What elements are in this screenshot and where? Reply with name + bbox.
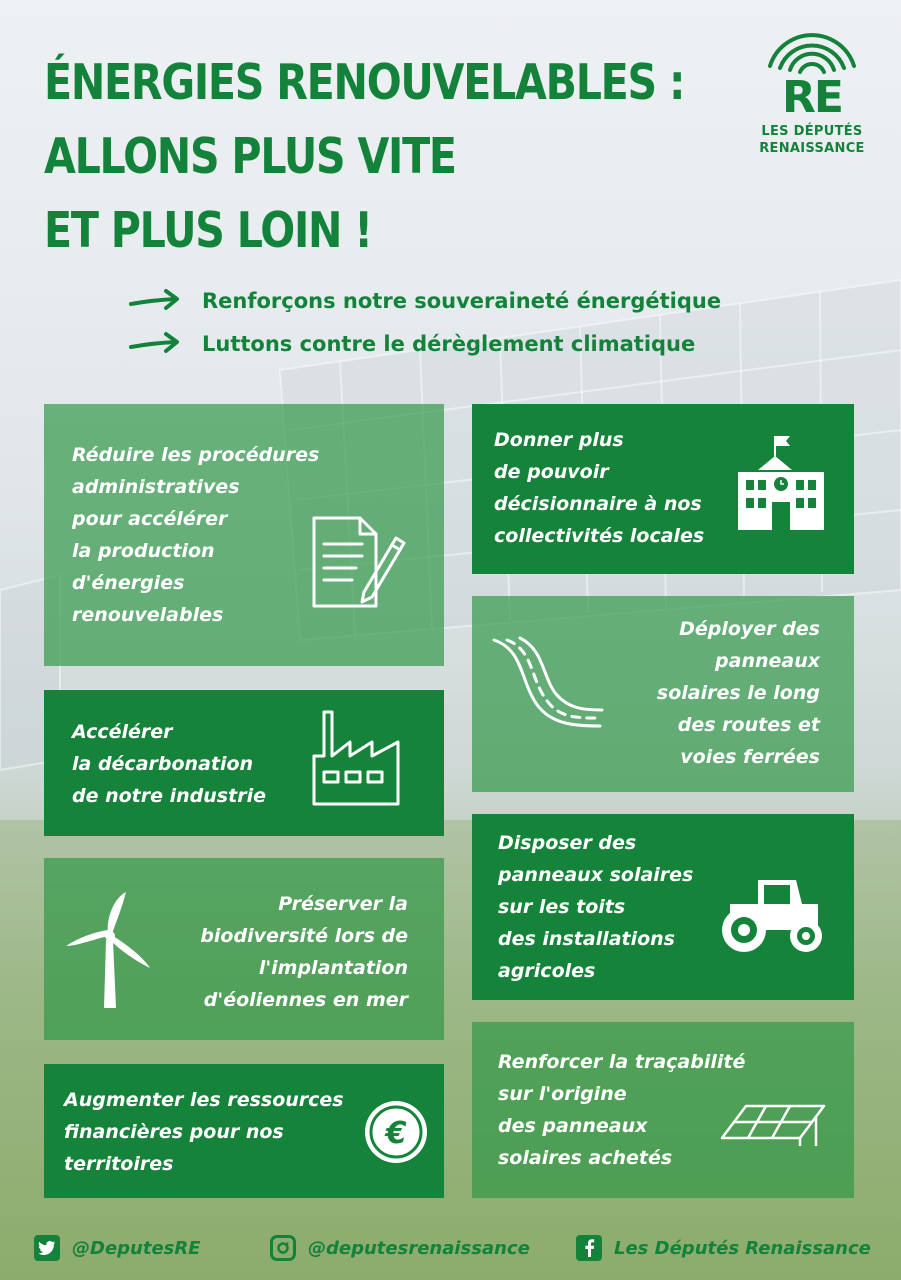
arrow-right-icon [128,288,182,314]
card-text: Donner plus de pouvoir décisionnaire à nos collectivités locales [494,429,705,547]
card-text: Renforcer la traçabilité sur l'origine des panneaux solaires achetés [498,1051,746,1169]
card-text: Accélérer la décarbonation de notre industrie [72,721,266,807]
town-hall-icon [734,432,828,532]
svg-text:€: € [385,1116,407,1151]
instagram-handle: @deputesrenaissance [308,1237,530,1259]
logo-mark: RE [782,72,842,123]
bullet-text: Luttons contre le dérèglement climatique [202,332,696,356]
facebook-page: Les Députés Renaissance [614,1237,871,1259]
instagram-icon [270,1235,296,1261]
document-pen-icon [308,510,408,614]
footer-twitter[interactable] [34,1228,201,1268]
card-decarbonation [44,690,444,836]
card-text: Augmenter les ressources financières pour nos territoires [64,1089,344,1175]
bullet-climate [128,326,695,362]
tractor-icon [720,874,828,954]
card-text: Disposer des panneaux solaires sur les toits des installations agricoles [498,832,694,982]
page-title [44,46,684,268]
card-text: Réduire les procédures administratives pour accélérer la production d'énergies renouvelables [72,444,320,626]
solar-panel-icon [720,1102,828,1146]
card-procedures [44,404,444,666]
twitter-icon [34,1235,60,1261]
card-local-power [472,404,854,574]
wind-turbine-icon [64,888,156,1010]
facebook-icon [576,1235,602,1261]
card-roads [472,596,854,792]
bullet-sovereignty [128,283,721,319]
twitter-handle: @DeputesRE [72,1237,201,1259]
arrow-right-icon [128,331,182,357]
title-line-1: ÉNERGIES RENOUVELABLES : [44,54,685,111]
card-text: Préserver la biodiversité lors de l'implantation d'éoliennes en mer [200,893,408,1011]
card-biodiversity [44,858,444,1040]
renaissance-logo [756,22,868,162]
logo-line-2: RENAISSANCE [759,141,865,156]
card-text: Déployer des panneaux solaires le long des routes et voies ferrées [656,618,820,768]
radio-waves-icon [756,22,868,78]
card-financial [44,1064,444,1198]
bullet-text: Renforçons notre souveraineté énergétique [202,289,722,313]
title-line-2: ALLONS PLUS VITE [44,128,456,185]
footer-instagram[interactable] [270,1228,530,1268]
footer-facebook[interactable] [576,1228,871,1268]
road-icon [490,636,604,752]
logo-line-1: LES DÉPUTÉS [761,124,863,139]
card-agricultural [472,814,854,1000]
factory-icon [310,708,406,810]
euro-icon [362,1098,430,1166]
card-traceability [472,1022,854,1198]
title-line-3: ET PLUS LOIN ! [44,202,372,259]
